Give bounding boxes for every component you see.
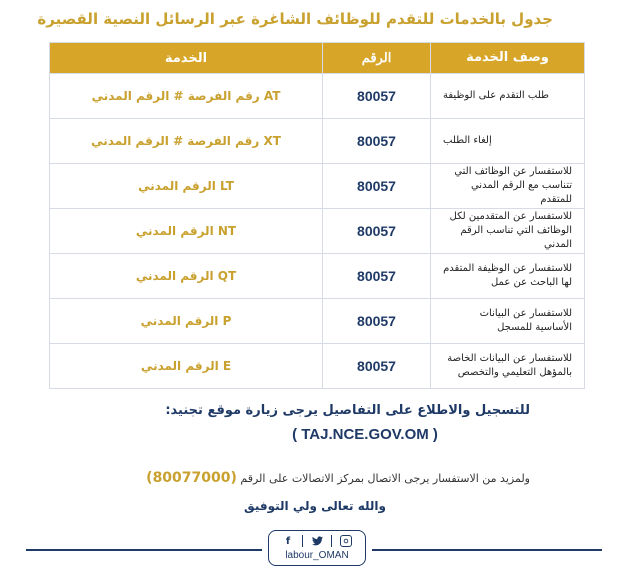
table-row bbox=[50, 73, 584, 118]
row-number: 80057 bbox=[322, 299, 430, 343]
contact-text: ولمزيد من الاستفسار يرجى الاتصال بمركز الاتصالات على الرقم bbox=[240, 472, 530, 485]
footer-divider-right bbox=[372, 549, 602, 551]
row-desc: طلب التقدم على الوظيفة bbox=[430, 74, 584, 118]
row-desc: للاستفسار عن الوظيفة المتقدم لها الباحث عن عمل bbox=[430, 254, 584, 298]
row-service: QT الرقم المدني bbox=[135, 269, 237, 283]
facebook-icon[interactable]: f bbox=[285, 535, 291, 547]
table-row bbox=[50, 163, 584, 208]
website-link[interactable]: ( TAJ.NCE.GOV.OM ) bbox=[292, 426, 438, 443]
row-number: 80057 bbox=[322, 164, 430, 208]
row-number: 80057 bbox=[322, 119, 430, 163]
row-desc: للاستفسار عن المتقدمين لكل الوظائف التي تناسب الرقم المدني bbox=[430, 209, 584, 253]
instagram-icon[interactable] bbox=[340, 535, 352, 547]
contact-phone: (80077000) bbox=[146, 470, 237, 486]
row-number: 80057 bbox=[322, 344, 430, 388]
social-handle[interactable]: labour_OMAN bbox=[285, 550, 349, 561]
row-number: 80057 bbox=[322, 254, 430, 298]
table-row bbox=[50, 253, 584, 298]
closing-text: والله تعالى ولي التوفيق bbox=[244, 499, 386, 513]
table-header bbox=[50, 43, 584, 73]
row-service: NT الرقم المدني bbox=[135, 224, 237, 238]
row-number: 80057 bbox=[322, 209, 430, 253]
header-desc: وصف الخدمة bbox=[430, 43, 584, 73]
services-table bbox=[49, 42, 585, 389]
header-service: الخدمة bbox=[164, 50, 208, 66]
table-row bbox=[50, 118, 584, 163]
icon-separator bbox=[302, 535, 303, 547]
registration-note: للتسجيل والاطلاع على التفاصيل يرجى زيارة موقع تجنيد: bbox=[165, 403, 530, 418]
twitter-icon[interactable] bbox=[311, 535, 323, 547]
row-service: E الرقم المدني bbox=[140, 359, 232, 373]
footer-divider-left bbox=[26, 549, 262, 551]
row-desc: إلغاء الطلب bbox=[430, 119, 584, 163]
social-badge bbox=[268, 530, 366, 566]
row-desc: للاستفسار عن البيانات الخاصة بالمؤهل التعليمي والتخصص bbox=[430, 344, 584, 388]
table-row bbox=[50, 298, 584, 343]
row-service: LT الرقم المدني bbox=[138, 179, 234, 193]
row-service: AT رقم الفرصة # الرقم المدني bbox=[91, 89, 281, 103]
header-number: الرقم bbox=[322, 43, 430, 73]
row-desc: للاستفسار عن الوظائف التي تتناسب مع الرقم المدني للمتقدم bbox=[430, 164, 584, 208]
contact-note bbox=[80, 470, 530, 486]
row-service: P الرقم المدني bbox=[140, 314, 232, 328]
page-title: جدول بالخدمات للتقدم للوظائف الشاغرة عبر الرسائل النصية القصيرة bbox=[37, 10, 553, 28]
row-number: 80057 bbox=[322, 74, 430, 118]
icon-separator bbox=[331, 535, 332, 547]
table-row bbox=[50, 343, 584, 388]
row-service: XT رقم الفرصة # الرقم المدني bbox=[91, 134, 281, 148]
table-row bbox=[50, 208, 584, 253]
row-desc: للاستفسار عن البيانات الأساسية للمسجل bbox=[430, 299, 584, 343]
